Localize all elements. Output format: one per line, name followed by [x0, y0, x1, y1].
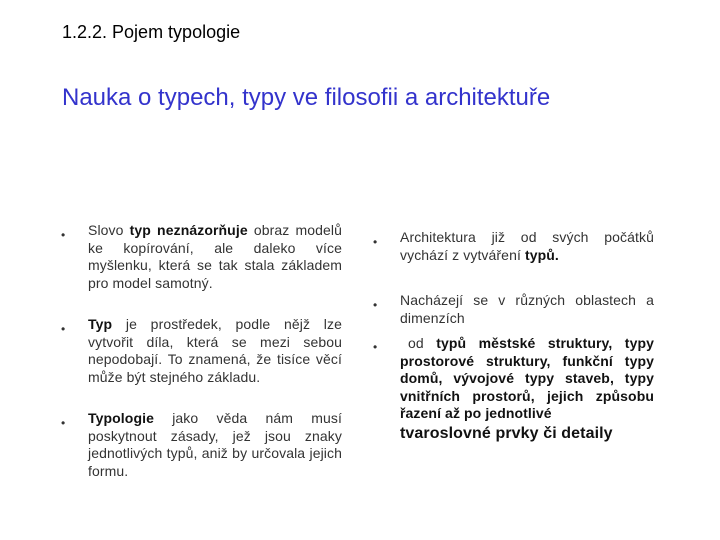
slide-title: Nauka o typech, typy ve filosofii a architektuře [62, 84, 551, 111]
bullet-marker: • [373, 298, 378, 312]
left-bullet-text: Slovo typ neznázorňuje obraz modelů ke kopírování, ale daleko více myšlenku, která se tak stala základem pro model samotný. [88, 222, 342, 291]
bullet-marker: • [373, 235, 378, 249]
bullet-marker: • [61, 416, 66, 430]
bullet-marker: • [61, 322, 66, 336]
bullet-marker: • [61, 228, 66, 242]
left-bullet-text: Typologie jako věda nám musí poskytnout zásady, jež jsou znaky jednotlivých typů, aniž by určovala jejich formu. [88, 410, 342, 479]
right-bullet-text: Architektura již od svých počátků vychází z vytváření typů. [400, 229, 654, 263]
right-bullet-text: od typů městské struktury, typy prostorové struktury, funkční typy domů, vývojové typy staveb, typy vnitřních prostorů, jejich způsobu řazení až po jednotlivé tvaroslovné prvky či detaily [400, 335, 654, 442]
section-title: 1.2.2. Pojem typologie [62, 22, 241, 42]
left-bullet-text: Typ je prostředek, podle nějž lze vytvořit díla, která se mezi sebou nepodobají. To znamená, že tisíce věcí může být stejného základu. [88, 316, 342, 385]
bullet-marker: • [373, 340, 378, 354]
right-bullet-text: Nacházejí se v různých oblastech a dimenzích [400, 292, 654, 326]
